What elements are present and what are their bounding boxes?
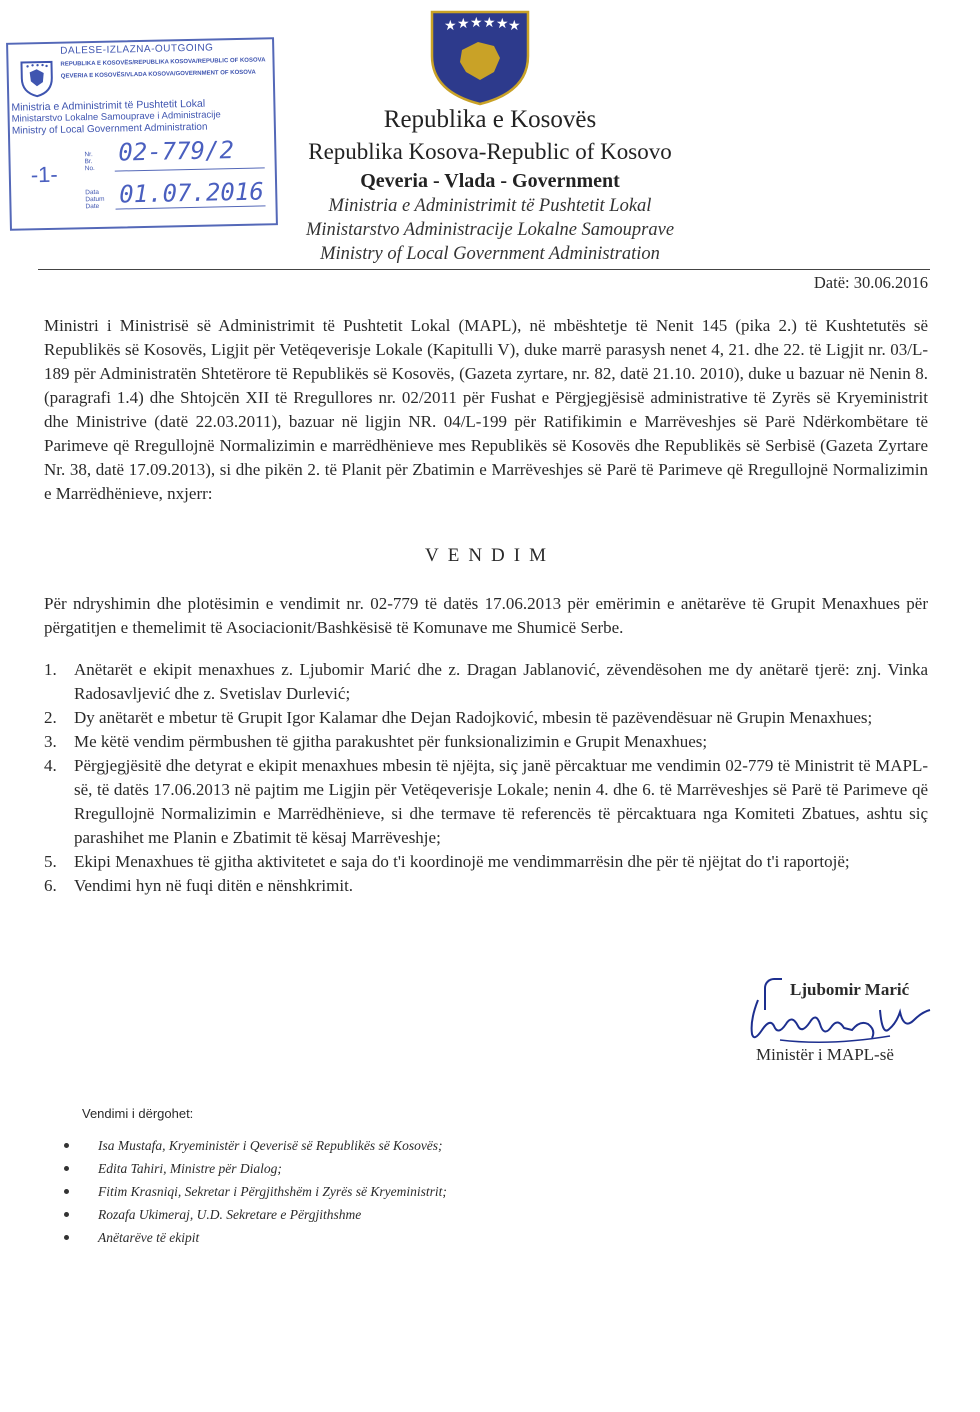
- decision-title: VENDIM: [425, 545, 555, 566]
- svg-text:★: ★: [457, 16, 470, 32]
- stamp-data-label: Data: [85, 188, 100, 197]
- stamp-no-label: No.: [84, 164, 95, 173]
- stamp-handwritten-date: 01.07.2016: [118, 177, 265, 209]
- stamp-number-line: [115, 167, 265, 171]
- list-item: Rozafa Ukimeraj, U.D. Sekretare e Përgjithshme: [64, 1203, 447, 1226]
- outgoing-registry-stamp: [6, 37, 278, 231]
- kosovo-coat-of-arms-icon: [428, 6, 532, 106]
- header-ministry-en: Ministry of Local Government Administration: [320, 244, 660, 264]
- legal-basis-paragraph: Ministri i Ministrisë së Administrimit të Pushtetit Lokal (MAPL), në mbështetje të Nenit 145 (pika 2.) të Kushtetutës së Republikës së Kosovës, Ligjit për Vetëqeverisje Lokale (Kapitulli V), duke marrë parasysh nenet 4, 21. dhe 22. të Ligjit nr. 03/L-189 për Administratën Shtetërore të Republikës së Kosovës, (Gazeta zyrtare, nr. 82, datë 21.10. 2010), duke u bazuar në Nenin 8. (paragrafi 1.4) dhe Shtojcën XII të Rregullores nr. 02/2011 për Fushat e Përgjegjësisë administrative të Zyrës së Kryeministrit dhe Ministrive (datë 22.03.2011), bazuar në ligjin NR. 04/L-199 për Ratifikimin e Marrëveshjes së Parë Ndërkombëtare të Parimeve që Rregullojnë Normalizimin e marrëdhënieve mes Republikës së Kosovës dhe Republikës së Serbisë (Gazeta Zyrtare Nr. 38, datë 17.09.2013), si dhe pikën 2. të Planit për Zbatimin e Marrëveshjes së Parë të Parimeve që Rregullojnë Normalizimin e Marrëdhënieve, nxjerr:: [44, 316, 928, 503]
- header-government: Qeveria - Vlada - Government: [360, 170, 620, 192]
- list-item: 3. Me këtë vendim përmbushen të gjitha parakushtet për funksionalizimin e Grupit Menaxhues;: [44, 732, 708, 751]
- document-date: Datë: 30.06.2016: [813, 273, 928, 292]
- signatory-name: Ljubomir Marić: [790, 980, 910, 999]
- stamp-nr-label: Nr.: [84, 151, 93, 159]
- decision-items-list: [44, 658, 928, 898]
- bullet-icon: [64, 1166, 69, 1171]
- bullet-icon: [64, 1143, 69, 1148]
- stamp-ministry-en: Ministry of Local Government Administration: [11, 121, 208, 137]
- list-item: Anëtarëve të ekipit: [64, 1226, 447, 1249]
- bullet-icon: [64, 1235, 69, 1240]
- list-item: Isa Mustafa, Kryeministër i Qeverisë së Republikës së Kosovës;: [64, 1134, 447, 1157]
- decision-subject: Për ndryshimin dhe plotësimin e vendimit nr. 02-779 të datës 17.06.2013 për emërimin e anëtarëve të Grupit Menaxhues për përgatitjen e themelimit të Asociacionit/Bashkësisë të Komunave me Shumicë Serbe.: [44, 594, 928, 637]
- list-item: Fitim Krasniqi, Sekretar i Përgjithshëm i Zyrës së Kryeministrit;: [64, 1180, 447, 1203]
- stamp-ministry-sq: Ministria e Administrimit të Pushtetit Lokal: [11, 97, 206, 114]
- stamp-side-mark: -1-: [30, 161, 58, 188]
- header-republic-sq: Republika e Kosovës: [383, 106, 597, 133]
- stamp-date-label: Date: [85, 202, 100, 211]
- stamp-number-labels: [84, 151, 95, 172]
- header-ministry-sq: Ministria e Administrimit të Pushtetit Lokal: [328, 196, 652, 216]
- stamp-ministry-sr: Ministarstvo Lokalne Samouprave i Administracije: [11, 109, 221, 125]
- bullet-icon: [64, 1189, 69, 1194]
- svg-text:★: ★: [508, 18, 521, 34]
- stamp-sub-line-1: REPUBLIKA E KOSOVËS/REPUBLIKA KOSOVA/REPUBLIC OF KOSOVA: [60, 57, 266, 68]
- distribution-title: Vendimi i dërgohet:: [82, 1106, 194, 1121]
- list-item: 1. Anëtarët e ekipit menaxhues z. Ljubomir Marić dhe z. Dragan Jablanović, zëvendësohen me dy anëtarë tjerë: znj. Vinka Radosavljević dhe z. Svetislav Durlević;: [44, 660, 928, 703]
- stamp-br-label: Br.: [84, 158, 93, 166]
- svg-text:★: ★: [444, 18, 457, 34]
- stamp-emblem-icon: [16, 58, 57, 99]
- stamp-handwritten-number: 02-779/2: [118, 136, 235, 167]
- header-divider: [38, 269, 930, 270]
- list-item: 4. Përgjegjësitë dhe detyrat e ekipit menaxhues mbesin të njëjta, siç janë përcaktuar me vendimin 02-779 të Ministrit të MAPL-së, të datës 17.06.2013 në pajtim me Ligjin për Vetëqeverisje Lokale; nenin 4. dhe 6. të Marrëveshjes së Parë të Parimeve që Rregullojnë Normalizimin e Marrëdhënieve, si dhe termave të referencës të përcaktuara nga Komiteti Zbatues, ashtu siç parashihet me Planin e Zbatimit të kësaj Marrëveshje;: [44, 756, 928, 847]
- svg-text:★: ★: [470, 15, 483, 31]
- handwritten-signature-icon: [740, 990, 940, 1050]
- list-item: 6. Vendimi hyn në fuqi ditën e nënshkrimit.: [44, 876, 354, 895]
- stamp-header: DALESE-IZLAZNA-OUTGOING: [60, 42, 214, 57]
- list-item: 5. Ekipi Menaxhues të gjitha aktivitetet e saja do t'i koordinojë me vendimmarrësin dhe për të njëjtat do t'i raportojë;: [44, 852, 850, 871]
- header-republic-sr-en: Republika Kosova-Republic of Kosovo: [308, 139, 672, 164]
- list-item: 2. Dy anëtarët e mbetur të Grupit Igor Kalamar dhe Dejan Radojković, mbesin të pazëvendësuar në Grupin Menaxhues;: [44, 708, 873, 727]
- header-ministry-sr: Ministarstvo Administracije Lokalne Samouprave: [305, 220, 675, 240]
- stamp-date-labels: [85, 189, 105, 210]
- stamp-datum-label: Datum: [85, 195, 105, 204]
- stamp-sub-line-2: QEVERIA E KOSOVËS/VLADA KOSOVA/GOVERNMENT OF KOSOVA: [60, 69, 256, 80]
- list-item: Edita Tahiri, Ministre për Dialog;: [64, 1157, 447, 1180]
- distribution-list: [64, 1134, 447, 1249]
- bullet-icon: [64, 1212, 69, 1217]
- signatory-role: Ministër i MAPL-së: [756, 1045, 894, 1064]
- svg-text:★: ★: [483, 15, 496, 31]
- svg-text:★: ★: [496, 16, 509, 32]
